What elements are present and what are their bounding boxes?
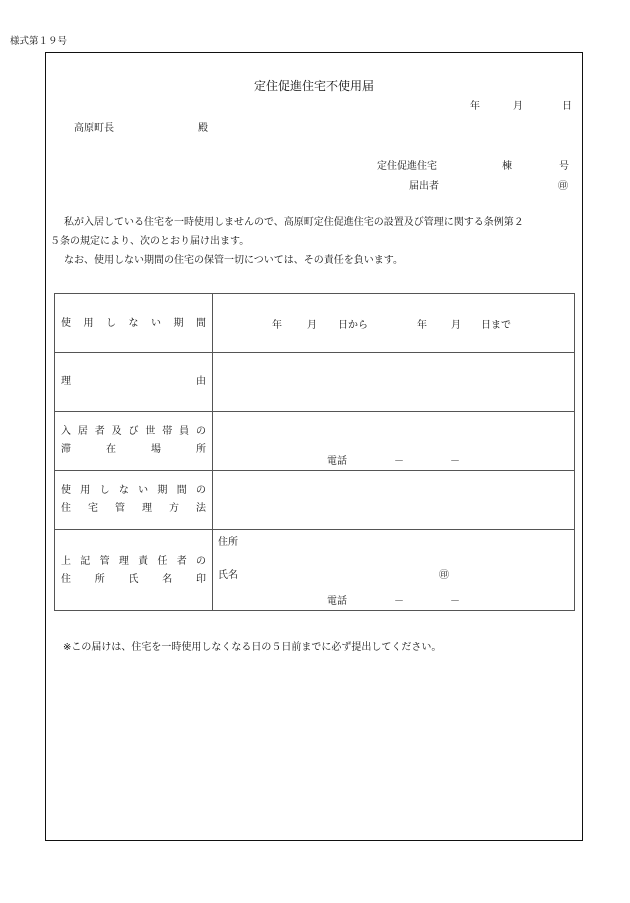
body-line-2: ５条の規定により、次のとおり届け出ます。 [50, 236, 250, 247]
label-manager-line-2: 住所氏名印 [61, 574, 206, 585]
housing-number[interactable]: 号 [559, 161, 569, 172]
detail-table [54, 293, 575, 611]
manager-address-label: 住所 [218, 537, 238, 548]
stay-phone-label: 電話 [327, 456, 347, 467]
stay-phone-dash-2[interactable]: － [450, 456, 460, 467]
label-management-line-1: 使用しない期間の [61, 485, 206, 496]
addressee-honorific: 殿 [198, 123, 208, 134]
manager-seal[interactable]: ㊞ [439, 570, 449, 581]
housing-building[interactable]: 棟 [502, 161, 512, 172]
submission-notice: ※この届けは、住宅を一時使用しなくなる日の５日前までに必ず提出してください。 [63, 642, 442, 653]
period-to-month[interactable]: 月 [451, 320, 461, 331]
label-manager-line-1: 上記管理責任者の [61, 556, 206, 567]
body-line-3: なお、使用しない期間の住宅の保管一切については、その責任を負います。 [64, 255, 403, 266]
label-stay-line-1: 入居者及び世帯員の [61, 426, 206, 437]
row-manager [55, 530, 574, 612]
label-unused-period: 使用しない期間 [61, 318, 206, 329]
date-month[interactable]: 月 [513, 101, 523, 112]
row-reason [55, 353, 574, 412]
period-from-month[interactable]: 月 [307, 320, 317, 331]
table-column-divider [212, 294, 213, 610]
row-unused-period [55, 294, 574, 353]
stay-phone-dash-1[interactable]: － [394, 456, 404, 467]
body-line-1: 私が入居している住宅を一時使用しませんので、高原町定住促進住宅の設置及び管理に関する条例第２ [64, 217, 524, 228]
form-frame [45, 52, 583, 841]
applicant-label: 届出者 [409, 181, 439, 192]
period-from-day[interactable]: 日から [338, 320, 368, 331]
label-stay-line-2: 滞在場所 [61, 444, 206, 455]
label-management-line-2: 住宅管理方法 [61, 503, 206, 514]
date-day[interactable]: 日 [562, 101, 572, 112]
label-reason: 理由 [61, 376, 206, 387]
period-to-day[interactable]: 日まで [481, 320, 511, 331]
date-year[interactable]: 年 [470, 101, 480, 112]
manager-name-label: 氏名 [218, 570, 238, 581]
row-stay-location [55, 412, 574, 471]
form-title: 定住促進住宅不使用届 [253, 79, 374, 93]
manager-phone-dash-1[interactable]: － [394, 596, 404, 607]
applicant-seal[interactable]: ㊞ [558, 181, 568, 192]
manager-phone-dash-2[interactable]: － [450, 596, 460, 607]
housing-label: 定住促進住宅 [377, 161, 437, 172]
period-from-year[interactable]: 年 [272, 320, 282, 331]
row-management-method [55, 471, 574, 530]
period-to-year[interactable]: 年 [417, 320, 427, 331]
addressee-name: 高原町長 [74, 123, 114, 134]
manager-phone-label: 電話 [327, 596, 347, 607]
form-number: 様式第１９号 [10, 36, 68, 47]
